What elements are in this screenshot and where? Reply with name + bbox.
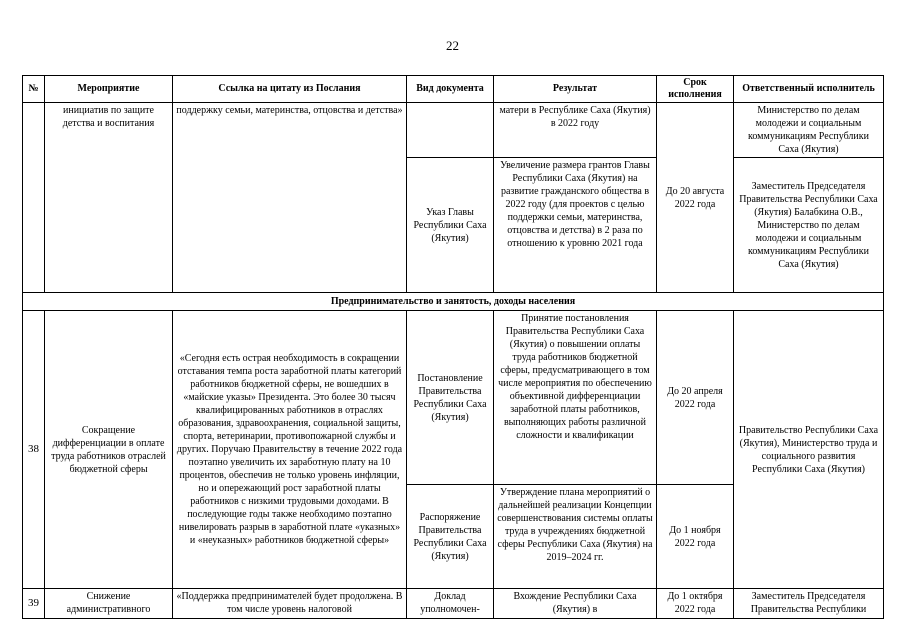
measure-cell: инициатив по защите детства и воспитания xyxy=(45,103,173,293)
col-header-doc-type: Вид документа xyxy=(407,76,494,103)
doc-type-cell xyxy=(407,103,494,158)
section-row xyxy=(23,293,884,311)
executor-cell: Министерство по делам молодежи и социальным коммуникациям Республики Саха (Якутия) xyxy=(734,103,884,158)
result-cell: матери в Республике Саха (Якутия) в 2022 году xyxy=(494,103,657,158)
measure-cell: Снижение административного xyxy=(45,589,173,619)
term-cell: До 20 августа 2022 года xyxy=(657,103,734,293)
col-header-term: Срок исполнения xyxy=(657,76,734,103)
measure-cell: Сокращение дифференциации в оплате труда работников отраслей бюджетной сферы xyxy=(45,311,173,589)
result-cell: Утверждение плана мероприятий о дальнейшей реализации Концепции совершенствования системы оплаты труда в учреждениях бюджетной сферы Республики Саха (Якутия) на 2019–2024 гг. xyxy=(494,485,657,589)
doc-type-cell: Распоряжение Правительства Республики Саха (Якутия) xyxy=(407,485,494,589)
page-number: 22 xyxy=(446,38,459,53)
col-header-number: № xyxy=(23,76,45,103)
table-row xyxy=(23,103,884,158)
executor-cell: Правительство Республики Саха (Якутия), Министерство труда и социального развития Республики Саха (Якутия) xyxy=(734,311,884,589)
col-header-citation: Ссылка на цитату из Послания xyxy=(173,76,407,103)
table-row xyxy=(23,589,884,619)
doc-type-cell: Указ Главы Республики Саха (Якутия) xyxy=(407,158,494,293)
header-row xyxy=(23,76,884,103)
row-number-cell: 39 xyxy=(23,589,45,619)
col-header-executor: Ответственный исполнитель xyxy=(734,76,884,103)
executor-cell: Заместитель Председателя Правительства Республики Саха (Якутия) Балабкина О.В., Министерство по делам молодежи и социальным коммуникациям Республики Саха (Якутия) xyxy=(734,158,884,293)
col-header-measure: Мероприятие xyxy=(45,76,173,103)
term-cell: До 20 апреля 2022 года xyxy=(657,311,734,485)
result-cell: Увеличение размера грантов Главы Республики Саха (Якутия) на развитие гражданского общества в 2022 году (для проектов с целью поддержки семьи, материнства, отцовства и детства) в 2 раза по отношению к уровню 2021 года xyxy=(494,158,657,293)
doc-type-cell: Доклад уполномочен- xyxy=(407,589,494,619)
term-cell: До 1 октября 2022 года xyxy=(657,589,734,619)
row-number-cell xyxy=(23,103,45,293)
result-cell: Вхождение Республики Саха (Якутия) в xyxy=(494,589,657,619)
action-plan-table xyxy=(22,75,884,619)
section-title: Предпринимательство и занятость, доходы населения xyxy=(23,293,884,311)
result-cell: Принятие постановления Правительства Республики Саха (Якутия) о повышении оплаты труда работников бюджетной сферы, предусматривающего в том числе мероприятия по обеспечению объективной дифференциации заработной платы работников, выполняющих работы различной сложности и квалификации xyxy=(494,311,657,485)
executor-cell: Заместитель Председателя Правительства Республики xyxy=(734,589,884,619)
term-cell: До 1 ноября 2022 года xyxy=(657,485,734,589)
doc-type-cell: Постановление Правительства Республики Саха (Якутия) xyxy=(407,311,494,485)
col-header-result: Результат xyxy=(494,76,657,103)
citation-cell: поддержку семьи, материнства, отцовства и детства» xyxy=(173,103,407,293)
citation-cell: «Сегодня есть острая необходимость в сокращении отставания темпа роста заработной платы категорий работников бюджетной сферы, не вошедших в «майские указы» Президента. Это более 30 тысяч квалифицированных работников в отраслях образования, здравоохранения, социальной защиты, спорта, ветеринарии, противопожарной службы и других. Поручаю Правительству в течение 2022 года поэтапно увеличить их заработную плату на 10 процентов, обеспечив не только уровень инфляции, но и опережающий рост заработной платы работников с низкими трудовыми доходами. В последующие годы также необходимо поэтапно нивелировать разрыв в заработной плате «указных» и «неуказных» работников бюджетной сферы» xyxy=(173,311,407,589)
row-number-cell: 38 xyxy=(23,311,45,589)
table-row xyxy=(23,311,884,485)
citation-cell: «Поддержка предпринимателей будет продолжена. В том числе уровень налоговой xyxy=(173,589,407,619)
